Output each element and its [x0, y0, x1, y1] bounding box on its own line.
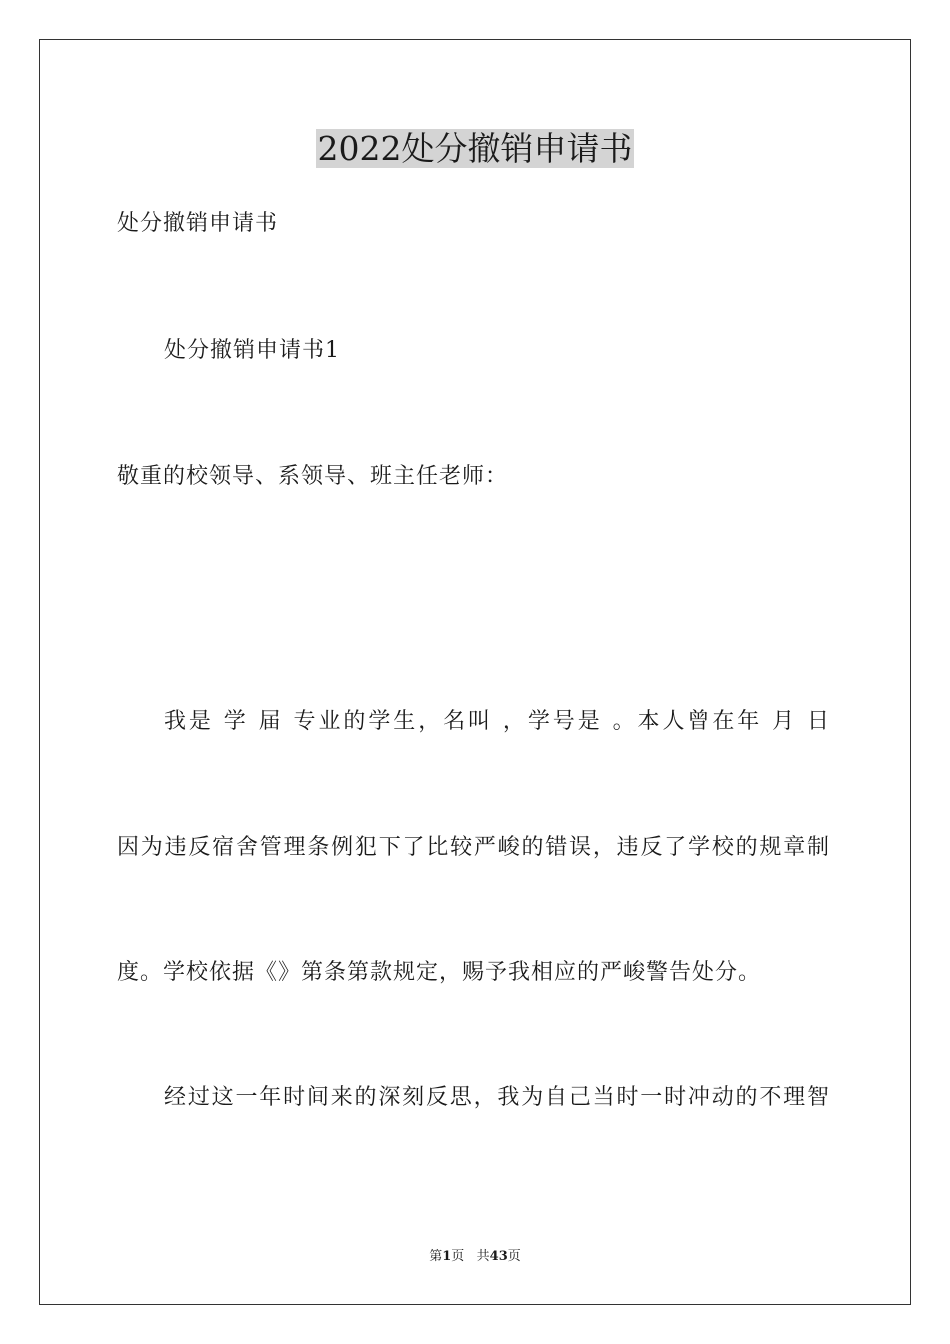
- heading: 处分撤销申请书: [117, 211, 279, 236]
- subheading: 处分撤销申请书1: [164, 338, 340, 363]
- page-number-suffix: 页: [507, 1249, 521, 1264]
- page-number-total: 43: [489, 1249, 508, 1264]
- paragraph-2-line-1: 经过这一年时间来的深刻反思，我为自己当时一时冲动的不理智: [164, 1085, 830, 1110]
- page-number-current: 1: [442, 1249, 452, 1264]
- paragraph-1-line-1: 我是 学 届 专业的学生，名叫 ，学号是 。本人曾在年 月 日: [164, 709, 830, 734]
- document-title: [0, 128, 950, 170]
- salutation: 敬重的校领导、系领导、班主任老师：: [117, 464, 509, 489]
- page-number-prefix: 第: [429, 1249, 443, 1264]
- page-footer: [0, 1248, 950, 1266]
- paragraph-1-line-2: 因为违反宿舍管理条例犯下了比较严峻的错误，违反了学校的规章制: [117, 835, 830, 860]
- document-title-text: 2022处分撤销申请书: [317, 129, 633, 168]
- page-number-mid: 页 共: [451, 1249, 490, 1264]
- paragraph-1-line-3: 度。学校依据《》第条第款规定，赐予我相应的严峻警告处分。: [117, 960, 762, 985]
